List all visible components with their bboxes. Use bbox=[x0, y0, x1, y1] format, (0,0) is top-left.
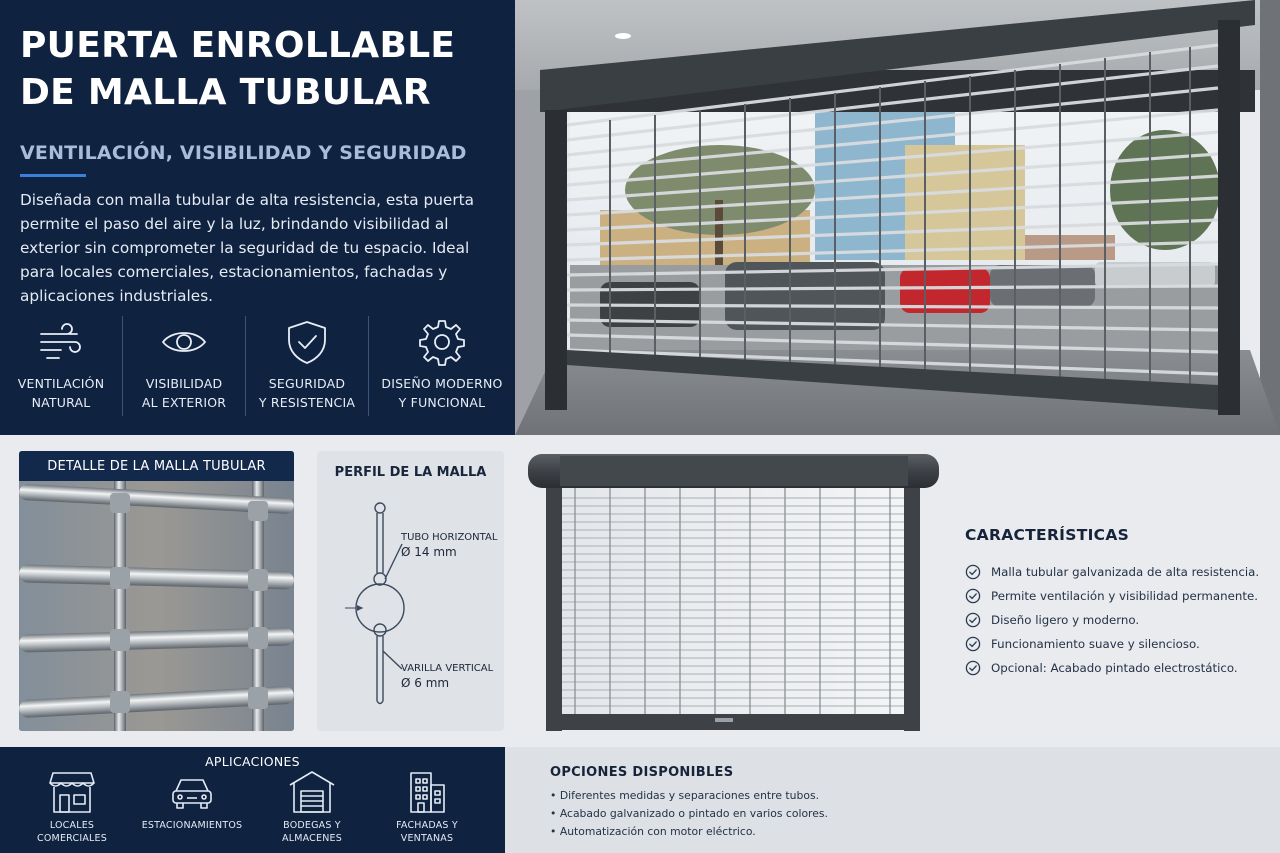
feature-visibility bbox=[123, 316, 246, 416]
characteristics-panel bbox=[965, 526, 1265, 680]
characteristic-text: Permite ventilación y visibilidad permanente. bbox=[991, 589, 1258, 603]
list-item bbox=[965, 656, 1265, 680]
check-circle-icon bbox=[965, 636, 981, 652]
shield-check-icon bbox=[283, 318, 331, 366]
characteristic-text: Funcionamiento suave y silencioso. bbox=[991, 637, 1200, 651]
check-circle-icon bbox=[965, 564, 981, 580]
horizontal-tube-diameter: Ø 14 mm bbox=[401, 545, 457, 559]
car-icon bbox=[168, 769, 216, 815]
options-panel bbox=[505, 747, 1280, 853]
list-item: • Diferentes medidas y separaciones entre tubos. bbox=[550, 787, 828, 805]
feature-list bbox=[0, 316, 515, 416]
feature-label: DISEÑO MODERNO Y FUNCIONAL bbox=[381, 376, 503, 410]
application-warehouse bbox=[252, 769, 372, 845]
check-circle-icon bbox=[965, 588, 981, 604]
applications-title: APLICACIONES bbox=[205, 754, 300, 769]
feature-security bbox=[246, 316, 369, 416]
feature-label: VENTILACIÓN NATURAL bbox=[17, 376, 105, 410]
storefront-icon bbox=[48, 769, 96, 815]
applications-panel bbox=[0, 747, 505, 853]
accent-divider bbox=[20, 174, 86, 177]
hero-description: Diseñada con malla tubular de alta resistencia, esta puerta permite el paso del aire y la luz, brindando visibilidad al exterior sin comprometer la seguridad de tu espacio. Ideal para locales comerciales, estacionamientos, fachadas y aplicaciones industriales. bbox=[20, 191, 474, 305]
vertical-rod-label: VARILLA VERTICAL bbox=[401, 663, 494, 674]
application-label: FACHADAS Y VENTANAS bbox=[396, 820, 458, 844]
list-item: • Automatización con motor eléctrico. bbox=[550, 823, 828, 841]
characteristic-text: Malla tubular galvanizada de alta resistencia. bbox=[991, 565, 1260, 579]
feature-ventilation bbox=[0, 316, 123, 416]
feature-label: VISIBILIDAD AL EXTERIOR bbox=[141, 376, 227, 410]
door-product-render bbox=[520, 450, 945, 735]
feature-design bbox=[369, 316, 515, 416]
characteristics-title: CARACTERÍSTICAS bbox=[965, 526, 1130, 544]
check-circle-icon bbox=[965, 612, 981, 628]
check-circle-icon bbox=[965, 660, 981, 676]
profile-title: PERFIL DE LA MALLA bbox=[334, 465, 487, 480]
eye-icon bbox=[160, 318, 208, 366]
list-item bbox=[965, 608, 1265, 632]
mesh-detail-title: DETALLE DE LA MALLA TUBULAR bbox=[19, 451, 294, 481]
hero-panel bbox=[0, 0, 515, 435]
warehouse-icon bbox=[288, 769, 336, 815]
gear-icon bbox=[418, 318, 466, 366]
horizontal-tube-label: TUBO HORIZONTAL bbox=[401, 532, 498, 543]
list-item bbox=[965, 560, 1265, 584]
profile-diagram bbox=[317, 451, 504, 731]
wind-icon bbox=[37, 318, 85, 366]
application-parking bbox=[132, 769, 252, 832]
options-title: OPCIONES DISPONIBLES bbox=[550, 765, 734, 780]
list-item bbox=[965, 584, 1265, 608]
application-label: BODEGAS Y ALMACENES bbox=[282, 820, 342, 844]
mesh-detail-image bbox=[19, 451, 294, 731]
vertical-rod-diameter: Ø 6 mm bbox=[401, 676, 450, 690]
options-list bbox=[550, 787, 828, 841]
building-icon bbox=[403, 769, 451, 815]
characteristics-list bbox=[965, 560, 1265, 680]
horizontal-tube-spec bbox=[401, 530, 497, 560]
application-commercial bbox=[12, 769, 132, 845]
application-label: ESTACIONAMIENTOS bbox=[141, 820, 243, 831]
characteristic-text: Opcional: Acabado pintado electrostático. bbox=[991, 661, 1238, 675]
hero-subtitle: VENTILACIÓN, VISIBILIDAD Y SEGURIDAD bbox=[20, 142, 467, 164]
hero-door-photo bbox=[515, 0, 1280, 435]
feature-label: SEGURIDAD Y RESISTENCIA bbox=[258, 376, 356, 410]
application-facades bbox=[367, 769, 487, 845]
characteristic-text: Diseño ligero y moderno. bbox=[991, 613, 1140, 627]
hero-title: PUERTA ENROLLABLE DE MALLA TUBULAR bbox=[20, 25, 456, 113]
vertical-rod-spec bbox=[401, 661, 493, 691]
application-label: LOCALES COMERCIALES bbox=[37, 820, 107, 844]
list-item bbox=[965, 632, 1265, 656]
list-item: • Acabado galvanizado o pintado en varios colores. bbox=[550, 805, 828, 823]
